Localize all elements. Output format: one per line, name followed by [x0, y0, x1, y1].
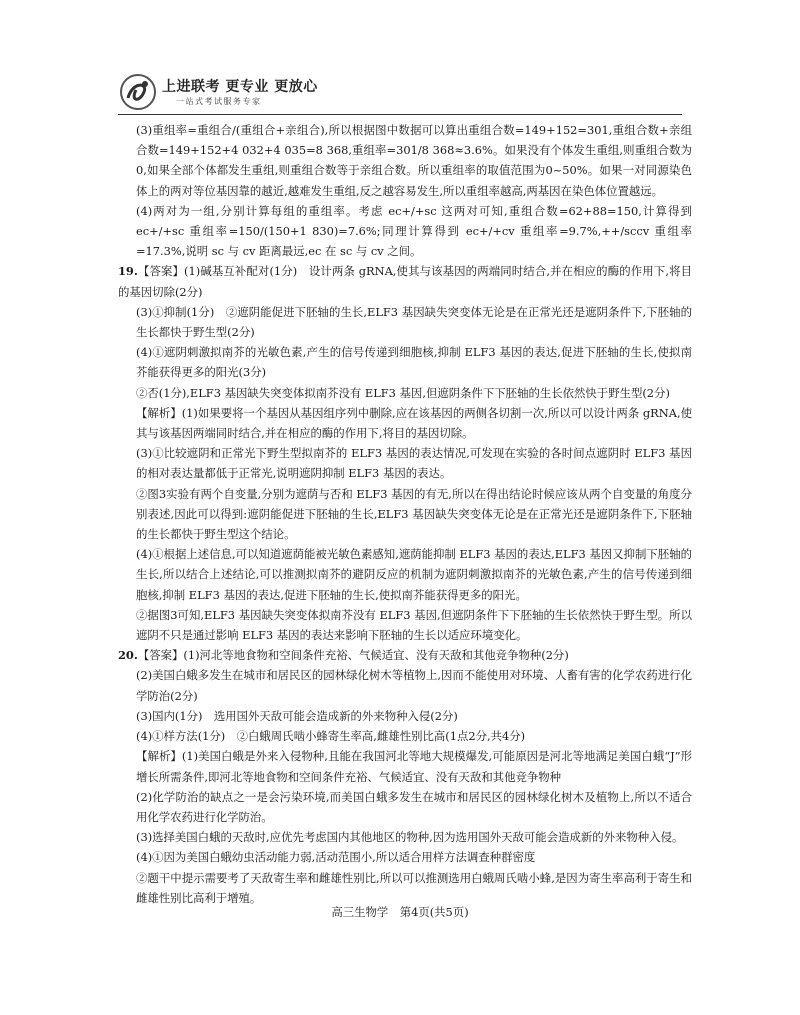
- q19-number: 19.: [118, 264, 138, 279]
- q20-line: ②题干中提示需要考了天敌寄生率和雌雄性别比,所以可以推测选用白蛾周氏啮小蜂,是因为寄生率高利于寄生和雌雄性别比高利于增殖。: [136, 870, 692, 905]
- q19-analysis: 【解析】(1)如果要将一个基因从基因组序列中删除,应在该基因的两侧各切割一次,所以可以设计两条 gRNA,使其与该基因两端同时结合,并在相应的酶的作用下,将目的基因切除。: [136, 405, 692, 441]
- q20-line: (3)国内(1分) 选用国外天敌可能会造成新的外来物种入侵(2分): [136, 708, 458, 723]
- q20-line: (4)①因为美国白蛾幼虫活动能力弱,活动范围小,所以适合用样方法调查种群密度: [136, 850, 536, 865]
- brand-logo-icon: [118, 72, 158, 112]
- page-footer: 高三生物学 第4页(共5页): [331, 905, 469, 919]
- q20-line: 【答案】(1)河北等地食物和空间条件充裕、气候适宜、没有天敌和其他竞争物种(2分): [137, 648, 569, 663]
- q18-part4: (4)两对为一组,分别计算每组的重组率。考虑 ec+/+sc 这两对可知,重组合数=62+88=150,计算得到 ec+/+sc 重组率=150/(150+1 830)=7.6%;同理计算得到 ec+/+cv 重组率=9.7%,++/sccv 重组率=17.3%,说明 sc 与 cv 距离最远,ec 在 sc 与 cv 之间。: [136, 203, 692, 259]
- q19-line: (4)①遮阴刺激拟南芥的光敏色素,产生的信号传递到细胞核,抑制 ELF3 基因的表达,促进下胚轴的生长,使拟南芥能获得更多的阳光(3分): [136, 345, 692, 380]
- q20-answer: [118, 645, 692, 665]
- q19-line: ②图3实验有两个自变量,分别为遮荫与否和 ELF3 基因的有无,所以在得出结论时候应该从两个自变量的角度分别表述,因此可以得到:遮阴能促进下胚轴的生长,ELF3 基因缺失突变体无论是在正常光还是遮阴条件下,下胚轴的生长都快于野生型这个结论。: [136, 486, 692, 542]
- q19-line: (3)①抑制(1分) ②遮阴能促进下胚轴的生长,ELF3 基因缺失突变体无论是在正常光还是遮阴条件下,下胚轴的生长都快于野生型(2分): [136, 304, 692, 340]
- brand-tagline: 一站式考试服务专家: [176, 97, 262, 106]
- q20-line: (3)选择美国白蛾的天敌时,应优先考虑国内其他地区的物种,因为选用国外天敌可能会造成新的外来物种入侵。: [136, 830, 684, 845]
- q19-line: ②据图3可知,ELF3 基因缺失突变体拟南芥没有 ELF3 基因,但遮阴条件下下胚轴的生长依然快于野生型。所以遮阴不只是通过影响 ELF3 基因的表达来影响下胚轴的生长以适应环境变化。: [136, 607, 692, 643]
- q19-line: 【答案】(1)碱基互补配对(1分) 设计两条 gRNA,使其与该基因的两端同时结合,并在相应的酶的作用下,将目的基因切除(2分): [118, 264, 692, 299]
- q20-line: (4)①样方法(1分) ②白蛾周氏啮小蜂寄生率高,雌雄性别比高(1点2分,共4分): [136, 729, 526, 744]
- q19-line: (4)①根据上述信息,可以知道遮荫能被光敏色素感知,遮荫能抑制 ELF3 基因的表达,ELF3 基因又抑制下胚轴的生长,所以结合上述结论,可以推测拟南芥的避阴反应的机制为遮阴刺激拟南芥的光敏色素,产生的信号传递到细胞核,抑制 ELF3 基因的表达,促进下胚轴的生长,使拟南芥能获得更多的阳光。: [136, 547, 692, 602]
- header: [118, 72, 418, 112]
- q19-line: (3)①比较遮阴和正常光下野生型拟南芥的 ELF3 基因的表达情况,可发现在实验的各时间点遮阴时 ELF3 基因的相对表达量都低于正常光,说明遮阴抑制 ELF3 基因的表达。: [136, 446, 692, 481]
- answer-content: [118, 120, 692, 908]
- q20-line: (2)化学防治的缺点之一是会污染环境,而美国白蛾多发生在城市和居民区的园林绿化树木及植物上,所以不适合用化学农药进行化学防治。: [136, 789, 692, 824]
- brand-title: 上进联考 更专业 更放心: [162, 79, 318, 95]
- q20-number: 20.: [118, 648, 138, 663]
- header-rule: [118, 114, 682, 115]
- q20-analysis: 【解析】(1)美国白蛾是外来入侵物种,且能在我国河北等地大规模爆发,可能原因是河北等地满足美国白蛾“J”形增长所需条件,即河北等地食物和空间条件充裕、气候适宜、没有天敌和其他竞争物种: [136, 749, 692, 784]
- q19-line: ②否(1分),ELF3 基因缺失突变体拟南芥没有 ELF3 基因,但遮阴条件下下胚轴的生长依然快于野生型(2分): [136, 385, 670, 400]
- q20-line: (2)美国白蛾多发生在城市和居民区的园林绿化树木等植物上,因而不能使用对环境、人畜有害的化学农药进行化学防治(2分): [136, 668, 692, 703]
- q18-part3: (3)重组率=重组合/(重组合+亲组合),所以根据图中数据可以算出重组合数=149+152=301,重组合数+亲组合数=149+152+4 032+4 035=8 368,重组率=301/8 368≈3.6%。如果没有个体发生重组,则重组合数为0,如果全部个体都发生重组,则重组合数等于亲组合数。所以重组率的取值范围为0~50%。如果一对同源染色体上的两对等位基因靠的越近,越难发生重组,反之越容易发生,所以重组率越高,两基因在染色体位置越远。: [136, 123, 692, 198]
- q19-answer: [118, 261, 692, 301]
